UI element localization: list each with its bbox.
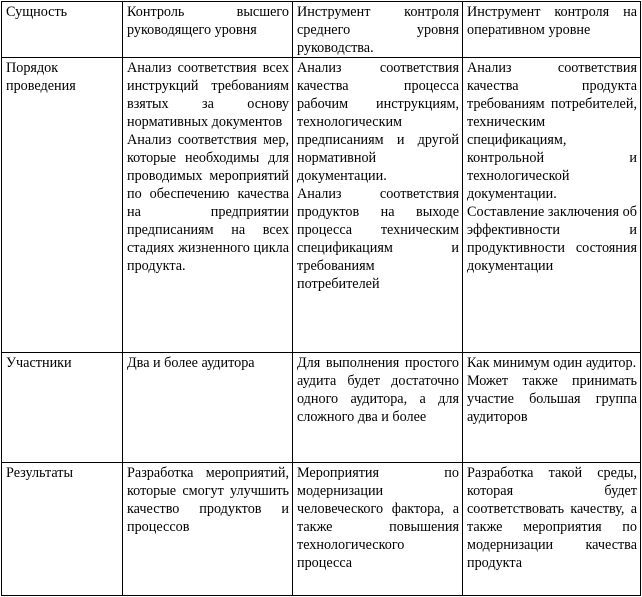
cell-participants-top-level: Два и более аудитора <box>123 353 293 463</box>
cell-procedure-top-level: Анализ соответствия всех инструкций требованиям взятых за основу нормативных документов Анализ соответствия мер, которые необходимы для проводимых мероприятий по обеспечению качества на предприятии предписаниям на всех стадиях жизненного цикла продукта. <box>123 58 293 353</box>
cell-participants-middle-level: Для выполнения простого аудита будет достаточно одного аудитора, а для сложного два и более <box>293 353 463 463</box>
header-cell-operational-level: Инструмент контроля на оперативном уровне <box>463 2 641 58</box>
audit-comparison-table <box>1 1 641 596</box>
row-label-participants: Участники <box>2 353 123 463</box>
cell-results-top-level: Разработка мероприятий, которые смогут улучшить качество продуктов и процессов <box>123 463 293 596</box>
row-label-results: Результаты <box>2 463 123 596</box>
header-cell-top-level: Контроль высшего руководящего уровня <box>123 2 293 58</box>
header-cell-essence: Сущность <box>2 2 123 58</box>
header-cell-middle-level: Инструмент контроля среднего уровня руководства. <box>293 2 463 58</box>
header-row <box>2 2 641 58</box>
table-row-results <box>2 463 641 596</box>
cell-procedure-middle-level: Анализ соответствия качества процесса рабочим инструкциям, технологическим предписаниям и другой нормативной документации. Анализ соответствия продуктов на выходе процесса техническим спецификациям и требованиям потребителей <box>293 58 463 353</box>
table-row-procedure <box>2 58 641 353</box>
row-label-procedure: Порядок проведения <box>2 58 123 353</box>
cell-results-middle-level: Мероприятия по модернизации человеческого фактора, а также повышения технологического процесса <box>293 463 463 596</box>
cell-results-operational-level: Разработка такой среды, которая будет соответствовать качеству, а также мероприятия по модернизации качества продукта <box>463 463 641 596</box>
table-row-participants <box>2 353 641 463</box>
cell-participants-operational-level: Как минимум один аудитор. Может также принимать участие большая группа аудиторов <box>463 353 641 463</box>
cell-procedure-operational-level: Анализ соответствия качества продукта требованиям потребителей, техническим спецификациям, контрольной и технологической документации. Составление заключения об эффективности и продуктивности состояния документации <box>463 58 641 353</box>
